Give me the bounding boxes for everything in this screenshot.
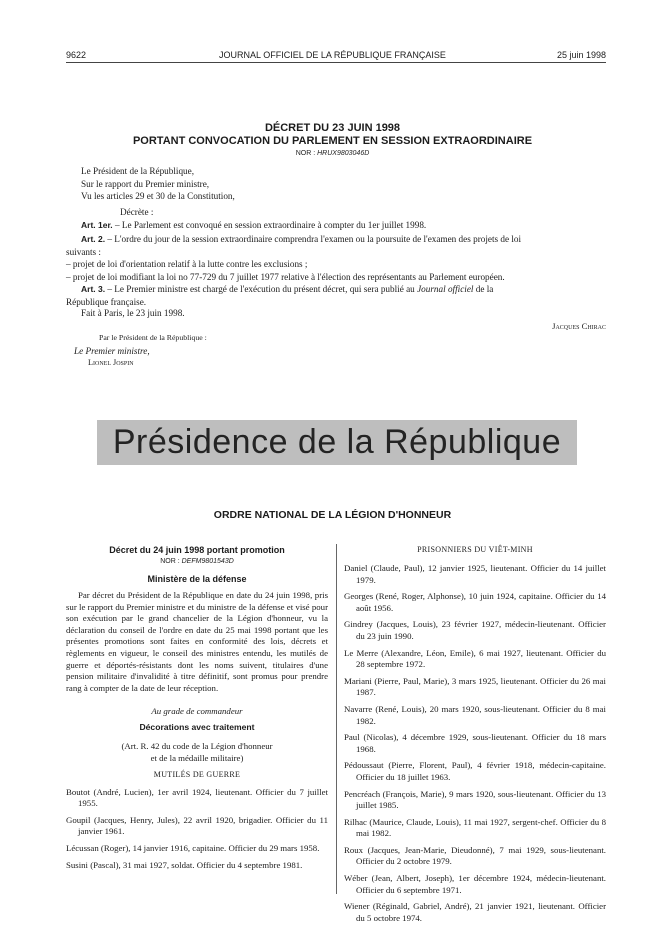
- pm-signature: Lionel Jospin: [88, 358, 134, 367]
- decrete-label: Décrète :: [120, 207, 154, 217]
- article-reference: (Art. R. 42 du code de la Légion d'honneur et de la médaille militaire): [121, 741, 273, 763]
- list-item: Gindrey (Jacques, Louis), 23 février 1927, médecin-lieutenant. Officier du 23 juin 1990.: [344, 619, 606, 641]
- list-item: Goupil (Jacques, Henry, Jules), 22 avril 1920, brigadier. Officier du 11 janvier 1961.: [66, 814, 328, 837]
- fait-a-paris: Fait à Paris, le 23 juin 1998.: [81, 308, 185, 318]
- ministry-title: Ministère de la défense: [147, 574, 247, 584]
- list-item: Wiener (Réginald, Gabriel, André), 21 janvier 1921, lieutenant. Officier du 5 octobre 1974.: [344, 901, 606, 923]
- mutiles-heading: MUTILÉS DE GUERRE: [153, 769, 241, 779]
- list-item: Daniel (Claude, Paul), 12 janvier 1925, lieutenant. Officier du 14 juillet 1979.: [344, 563, 606, 585]
- list-item: Rilhac (Maurice, Claude, Louis), 11 mai 1927, sergent-chef. Officier du 8 mai 1982.: [344, 816, 606, 839]
- issue-date: 25 juin 1998: [556, 50, 606, 60]
- list-item: Susini (Pascal), 31 mai 1927, soldat. Officier du 4 septembre 1981.: [66, 859, 303, 870]
- section-title: ORDRE NATIONAL DE LA LÉGION D'HONNEUR: [213, 509, 452, 521]
- list-item: Wéber (Jean, Albert, Joseph), 1er décembre 1924, médecin-lieutenant. Officier du 6 septembre 1971.: [344, 873, 606, 895]
- decree-nor: NOR : HRUX9803046D: [295, 150, 370, 157]
- header-rule: [66, 62, 606, 63]
- list-item: Lécussan (Roger), 14 janvier 1916, capitaine. Officier du 29 mars 1958.: [66, 842, 320, 853]
- article-3: Art. 3. – Le Premier ministre est chargé de l'exécution du présent décret, qui sera publié au Journal officiel de la République française.: [66, 284, 494, 307]
- column-divider: [336, 544, 337, 894]
- banner-title: Présidence de la République: [112, 423, 562, 461]
- signature-president: Jacques Chirac: [552, 321, 606, 331]
- right-column: [344, 545, 606, 929]
- article-2: Art. 2. – L'ordre du jour de la session extraordinaire comprendra l'examen ou la poursuite de l'examen des projets de loi suivants : – projet de loi d'orientation relatif à la lutte contre les exclusions ; – projet de loi modifiant la loi no 77-729 du 7 juillet 1977 relative à l'élection des représentants au Parlement européen.: [66, 234, 522, 282]
- grade-title: Au grade de commandeur: [151, 706, 243, 717]
- list-item: Pencréach (François, Marie), 9 mars 1920, sous-lieutenant. Officier du 13 juillet 1985.: [344, 788, 606, 811]
- premier-ministre-label: Le Premier ministre,: [74, 346, 150, 356]
- decree2-nor: NOR : DEFM9801543D: [160, 558, 234, 565]
- list-item: Georges (René, Roger, Alphonse), 10 juin 1924, capitaine. Officier du 14 août 1956.: [344, 591, 606, 613]
- list-item: Roux (Jacques, Jean-Marie, Dieudonné), 7 mai 1929, sous-lieutenant. Officier du 2 octobre 1979.: [344, 844, 606, 867]
- list-item: Boutot (André, Lucien), 1er avril 1924, lieutenant. Officier du 7 juillet 1955.: [66, 786, 328, 809]
- prisonniers-heading: PRISONNIERS DU VIÊT-MINH: [417, 545, 533, 554]
- decree-title-line1: DÉCRET DU 23 JUIN 1998: [264, 122, 401, 134]
- par-le-president: Par le Président de la République :: [99, 333, 207, 342]
- page-number: 9622: [66, 50, 87, 60]
- list-item: Le Merre (Alexandre, Léon, Emile), 6 mai 1927, lieutenant. Officier du 28 septembre 1972.: [344, 647, 606, 670]
- decree2-title: Décret du 24 juin 1998 portant promotion: [109, 545, 285, 555]
- list-item: Navarre (René, Louis), 20 mars 1920, sous-lieutenant. Officier du 8 mai 1982.: [344, 703, 606, 726]
- list-item: Pédoussaut (Pierre, Florent, Paul), 4 février 1918, médecin-capitaine. Officier du 18 juillet 1963.: [344, 760, 606, 782]
- decree-preamble: Le Président de la République, Sur le rapport du Premier ministre, Vu les articles 29 et 30 de la Constitution,: [81, 166, 235, 202]
- left-column: [66, 545, 328, 876]
- decorations-title: Décorations avec traitement: [139, 722, 255, 733]
- decree2-body: Par décret du Président de la République en date du 24 juin 1998, pris sur le rapport du Premier ministre et du ministre de la défense et visé pour son exécution par le grand chancelier de la Légion d'honneur, vu la déclaration du conseil de l'ordre en date du 25 mai 1998 portant que les présentes promotions sont faites en conformité des lois, décrets et règlements en vigueur, le conseil des ministres entendu, les mutilés de guerre et déportés-résistants dont les noms suivent, titulaires d'une pension militaire d'invalidité à titre définitif, sont promus pour prendre rang à compter de la date de leur réception.: [66, 590, 328, 693]
- decree-title-line2: PORTANT CONVOCATION DU PARLEMENT EN SESSION EXTRAORDINAIRE: [132, 135, 533, 147]
- list-item: Mariani (Pierre, Paul, Marie), 3 mars 1925, lieutenant. Officier du 26 mai 1987.: [344, 675, 606, 698]
- journal-title: JOURNAL OFFICIEL DE LA RÉPUBLIQUE FRANÇAISE: [219, 50, 446, 60]
- list-item: Paul (Nicolas), 4 décembre 1929, sous-lieutenant. Officier du 18 mars 1968.: [344, 732, 606, 754]
- article-1: Art. 1er. – Le Parlement est convoqué en session extraordinaire à compter du 1er juillet 1998.: [81, 220, 427, 230]
